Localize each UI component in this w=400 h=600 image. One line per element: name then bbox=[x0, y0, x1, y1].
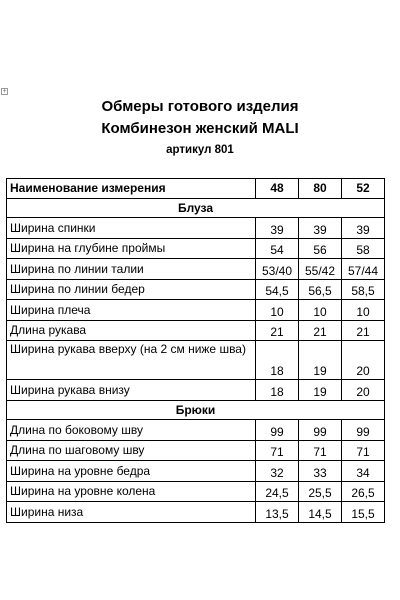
measurement-value: 21 bbox=[342, 320, 385, 341]
measurement-value: 18 bbox=[256, 380, 299, 401]
table-row bbox=[7, 218, 385, 239]
measurement-value: 19 bbox=[299, 341, 342, 380]
measurement-value: 25,5 bbox=[299, 481, 342, 502]
table-header-row bbox=[7, 179, 385, 199]
measurement-value: 58 bbox=[342, 238, 385, 259]
measurement-name: Ширина спинки bbox=[7, 218, 256, 239]
measurement-value: 99 bbox=[342, 420, 385, 441]
measurement-value: 57/44 bbox=[342, 259, 385, 280]
table-row bbox=[7, 481, 385, 502]
measurement-value: 53/40 bbox=[256, 259, 299, 280]
measurement-value: 14,5 bbox=[299, 502, 342, 523]
section-header-row bbox=[7, 198, 385, 218]
section-header-row bbox=[7, 400, 385, 420]
measurement-value: 55/42 bbox=[299, 259, 342, 280]
measurement-value: 33 bbox=[299, 461, 342, 482]
measurement-value: 10 bbox=[299, 300, 342, 321]
measurement-name: Ширина низа bbox=[7, 502, 256, 523]
measurement-name: Ширина рукава вверху (на 2 см ниже шва) bbox=[7, 341, 256, 380]
section-title: Брюки bbox=[7, 400, 385, 420]
measurement-name: Ширина по линии талии bbox=[7, 259, 256, 280]
measurement-value: 20 bbox=[342, 380, 385, 401]
column-header-size: 52 bbox=[342, 179, 385, 199]
column-header-name: Наименование измерения bbox=[7, 179, 256, 199]
measurement-name: Ширина на уровне бедра bbox=[7, 461, 256, 482]
measurement-value: 34 bbox=[342, 461, 385, 482]
measurement-value: 10 bbox=[256, 300, 299, 321]
measurement-value: 21 bbox=[299, 320, 342, 341]
column-header-size: 48 bbox=[256, 179, 299, 199]
measurement-value: 99 bbox=[299, 420, 342, 441]
table-row bbox=[7, 380, 385, 401]
document-title: Обмеры готового изделия bbox=[101, 98, 299, 115]
measurement-name: Ширина по линии бедер bbox=[7, 279, 256, 300]
table-row bbox=[7, 259, 385, 280]
measurement-name: Ширина рукава внизу bbox=[7, 380, 256, 401]
measurement-name: Ширина на глубине проймы bbox=[7, 238, 256, 259]
measurement-value: 32 bbox=[256, 461, 299, 482]
measurement-value: 71 bbox=[299, 440, 342, 461]
measurement-value: 54,5 bbox=[256, 279, 299, 300]
table-row bbox=[7, 502, 385, 523]
column-header-size: 80 bbox=[299, 179, 342, 199]
measurement-value: 54 bbox=[256, 238, 299, 259]
measurement-value: 15,5 bbox=[342, 502, 385, 523]
measurement-value: 13,5 bbox=[256, 502, 299, 523]
measurement-value: 58,5 bbox=[342, 279, 385, 300]
measurement-value: 18 bbox=[256, 341, 299, 380]
measurement-value: 10 bbox=[342, 300, 385, 321]
measurement-value: 71 bbox=[256, 440, 299, 461]
measurement-value: 39 bbox=[342, 218, 385, 239]
table-row bbox=[7, 300, 385, 321]
section-title: Блуза bbox=[7, 198, 385, 218]
table-row bbox=[7, 320, 385, 341]
measurement-name: Ширина на уровне колена bbox=[7, 481, 256, 502]
measurement-value: 71 bbox=[342, 440, 385, 461]
measurement-value: 99 bbox=[256, 420, 299, 441]
measurement-name: Длина по боковому шву bbox=[7, 420, 256, 441]
measurement-value: 56 bbox=[299, 238, 342, 259]
document-subtitle: Комбинезон женский MALI bbox=[101, 120, 299, 137]
table-row bbox=[7, 341, 385, 380]
measurements-table bbox=[6, 178, 385, 523]
table-row bbox=[7, 440, 385, 461]
measurement-value: 56,5 bbox=[299, 279, 342, 300]
measurement-value: 39 bbox=[299, 218, 342, 239]
measurement-value: 20 bbox=[342, 341, 385, 380]
table-row bbox=[7, 238, 385, 259]
article-number: артикул 801 bbox=[166, 144, 234, 156]
measurement-value: 21 bbox=[256, 320, 299, 341]
measurement-name: Ширина плеча bbox=[7, 300, 256, 321]
measurement-name: Длина по шаговому шву bbox=[7, 440, 256, 461]
table-row bbox=[7, 279, 385, 300]
measurement-value: 26,5 bbox=[342, 481, 385, 502]
table-body bbox=[7, 198, 385, 522]
move-handle-icon: + bbox=[2, 88, 7, 95]
measurement-value: 39 bbox=[256, 218, 299, 239]
measurement-value: 24,5 bbox=[256, 481, 299, 502]
table-row bbox=[7, 461, 385, 482]
table-row bbox=[7, 420, 385, 441]
measurement-value: 19 bbox=[299, 380, 342, 401]
measurement-name: Длина рукава bbox=[7, 320, 256, 341]
